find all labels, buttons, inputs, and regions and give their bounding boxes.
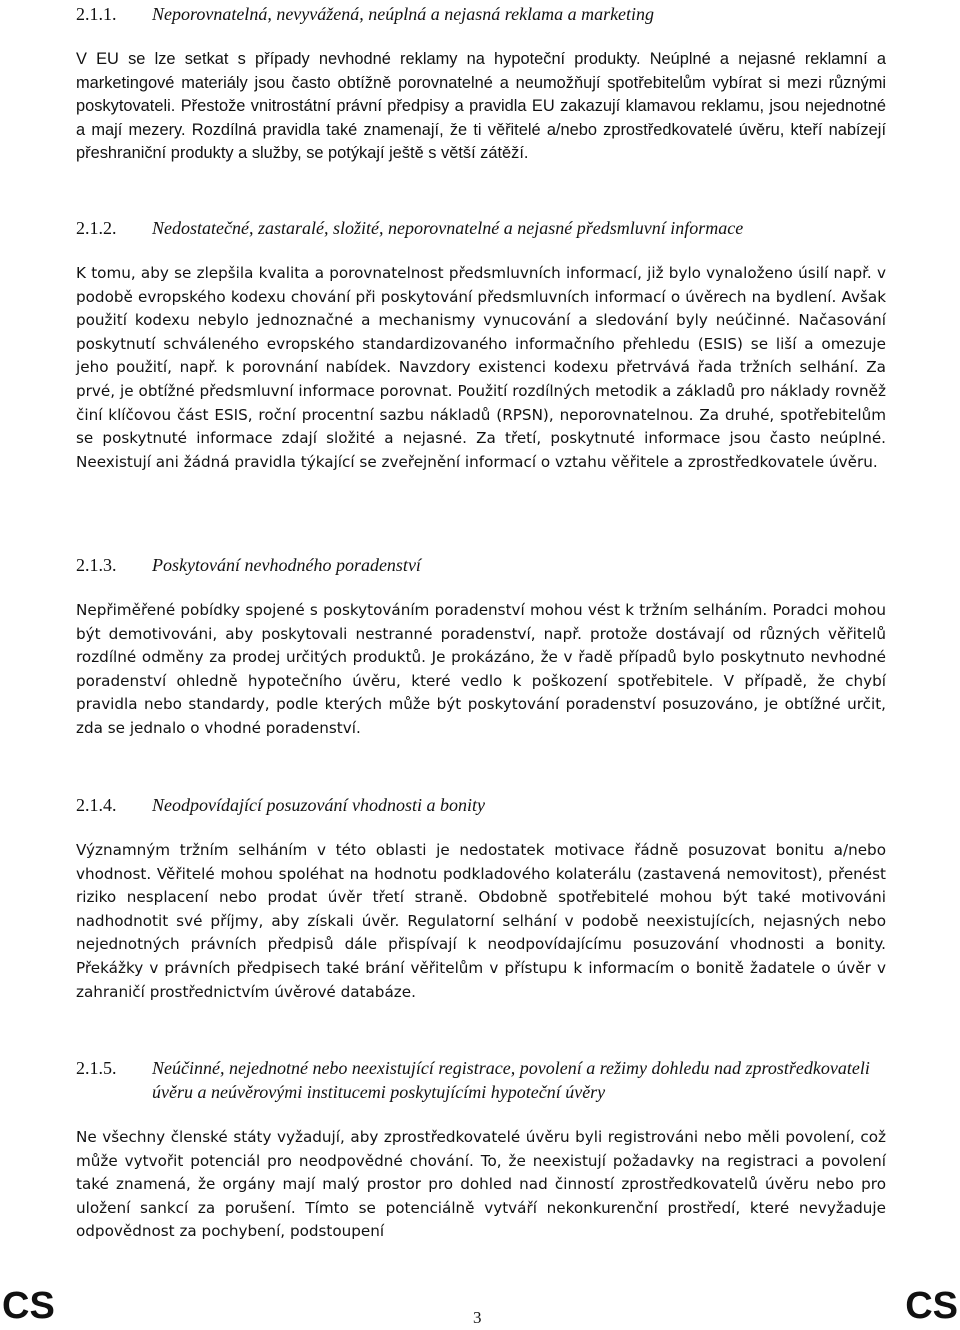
section-number: 2.1.3. <box>76 555 117 575</box>
page-footer <box>0 1282 960 1330</box>
section-2-1-3 <box>76 553 886 741</box>
section-heading <box>76 2 886 26</box>
section-number: 2.1.2. <box>76 218 117 238</box>
language-code-left: CS <box>2 1285 55 1327</box>
page-number: 3 <box>473 1308 482 1327</box>
section-number: 2.1.5. <box>76 1058 117 1078</box>
section-title: Neporovnatelná, nevyvážená, neúplná a nejasná reklama a marketing <box>152 4 655 24</box>
section-heading <box>76 1056 886 1104</box>
section-paragraph: Významným tržním selháním v této oblasti je nedostatek motivace řádně posuzovat bonitu a/nebo vhodnost. Věřitelé mohou spoléhat na hodnotu podkladového kolaterálu (zastavená nemovitost), přenést riziko nesplacení nebo prodat úvěr třetí straně. Obdobně spotřebitelé mohou být také motivováni nadhodnotit své příjmy, aby získali úvěr. Regulatorní selhání v podobě neexistujících, nejasných nebo nejednotných právních předpisů dále přispívají k neodpovídajícímu posuzování vhodnosti a bonity. Překážky v právních předpisech také brání věřitelům v přístupu k informacím o bonitě žadatele o úvěr v zahraničí prostřednictvím úvěrové databáze. <box>76 841 886 1001</box>
section-2-1-1 <box>76 2 886 166</box>
section-2-1-5 <box>76 1056 886 1244</box>
section-number: 2.1.1. <box>76 4 117 24</box>
section-paragraph: Ne všechny členské státy vyžadují, aby zprostředkovatelé úvěru byli registrováni nebo měli povolení, což může vytvořit potenciál pro neodpovědné chování. To, že neexistují požadavky na registraci a povolení také znamená, že orgány mají malý prostor pro dohled nad činností zprostředkovatelů úvěru nebo pro uložení sankcí za porušení. Tímto se potenciálně vytváří nekonkurenční prostředí, které nevyžaduje odpovědnost za pochybení, podstoupení <box>76 1128 886 1241</box>
section-2-1-4 <box>76 793 886 1004</box>
section-heading <box>76 793 886 817</box>
section-paragraph: K tomu, aby se zlepšila kvalita a porovnatelnost předsmluvních informací, již bylo vynaloženo úsilí např. v podobě evropského kodexu chování při poskytování předsmluvních informací o úvěrech na bydlení. Avšak použití kodexu nebylo jednoznačné a mechanismy vynucování a sledování byly neúčinné. Načasování poskytnutí schváleného evropského standardizovaného informačního přehledu (ESIS) se liší a omezuje jeho použití, např. k porovnání nabídek. Navzdory existenci kodexu přetrvává řada tržních selhání. Za prvé, je obtížné předsmluvní informace porovnat. Použití rozdílných metodik a základů pro náklady rovněž činí klíčovou část ESIS, roční procentní sazbu nákladů (RPSN), neporovnatelnou. Za druhé, spotřebitelům se poskytnuté informace zdají složité a nejasné. Za třetí, poskytnuté informace jsou často neúplné. Neexistují ani žádná pravidla týkající se zveřejnění informací o vztahu věřitele a zprostředkovatele úvěru. <box>76 264 886 471</box>
section-title: Neúčinné, nejednotné nebo neexistující registrace, povolení a režimy dohledu nad zprostředkovateli úvěru a neúvěrovými institucemi poskytujícími hypoteční úvěry <box>152 1058 870 1102</box>
section-heading <box>76 216 886 240</box>
language-code-right: CS <box>905 1285 958 1327</box>
section-title: Nedostatečné, zastaralé, složité, neporovnatelné a nejasné předsmluvní informace <box>152 218 744 238</box>
section-paragraph: Nepřiměřené pobídky spojené s poskytováním poradenství mohou vést k tržním selháním. Poradci mohou být demotivováni, aby poskytovali nestranné poradenství, např. protože dostávají od různých věřitelů rozdílné odměny za prodej určitých produktů. Je prokázáno, že v řadě případů bylo poskytnuto nevhodné poradenství ohledně hypotečního úvěru, které vedlo k poškození spotřebitele. V případě, že chybí pravidla nebo standardy, podle kterých může být poskytování poradenství posuzováno, je obtížné určit, zda se jednalo o vhodné poradenství. <box>76 601 886 737</box>
section-number: 2.1.4. <box>76 795 117 815</box>
section-paragraph: V EU se lze setkat s případy nevhodné reklamy na hypoteční produkty. Neúplné a nejasné reklamní a marketingové materiály jsou často obtížně porovnatelné a neumožňují spotřebitelům vybírat si mezi různými poskytovateli. Přestože vnitrostátní právní předpisy a pravidla EU zakazují klamavou reklamu, jsou nejednotné a mají mezery. Rozdílná pravidla také znamenají, že ti věřitelé a/nebo zprostředkovatelé úvěru, kteří nabízejí přeshraniční produkty a služby, se potýkají ještě s větší zátěží. <box>76 50 886 163</box>
section-title: Poskytování nevhodného poradenství <box>152 555 421 575</box>
section-title: Neodpovídající posuzování vhodnosti a bonity <box>152 795 485 815</box>
section-2-1-2 <box>76 216 886 474</box>
section-heading <box>76 553 886 577</box>
